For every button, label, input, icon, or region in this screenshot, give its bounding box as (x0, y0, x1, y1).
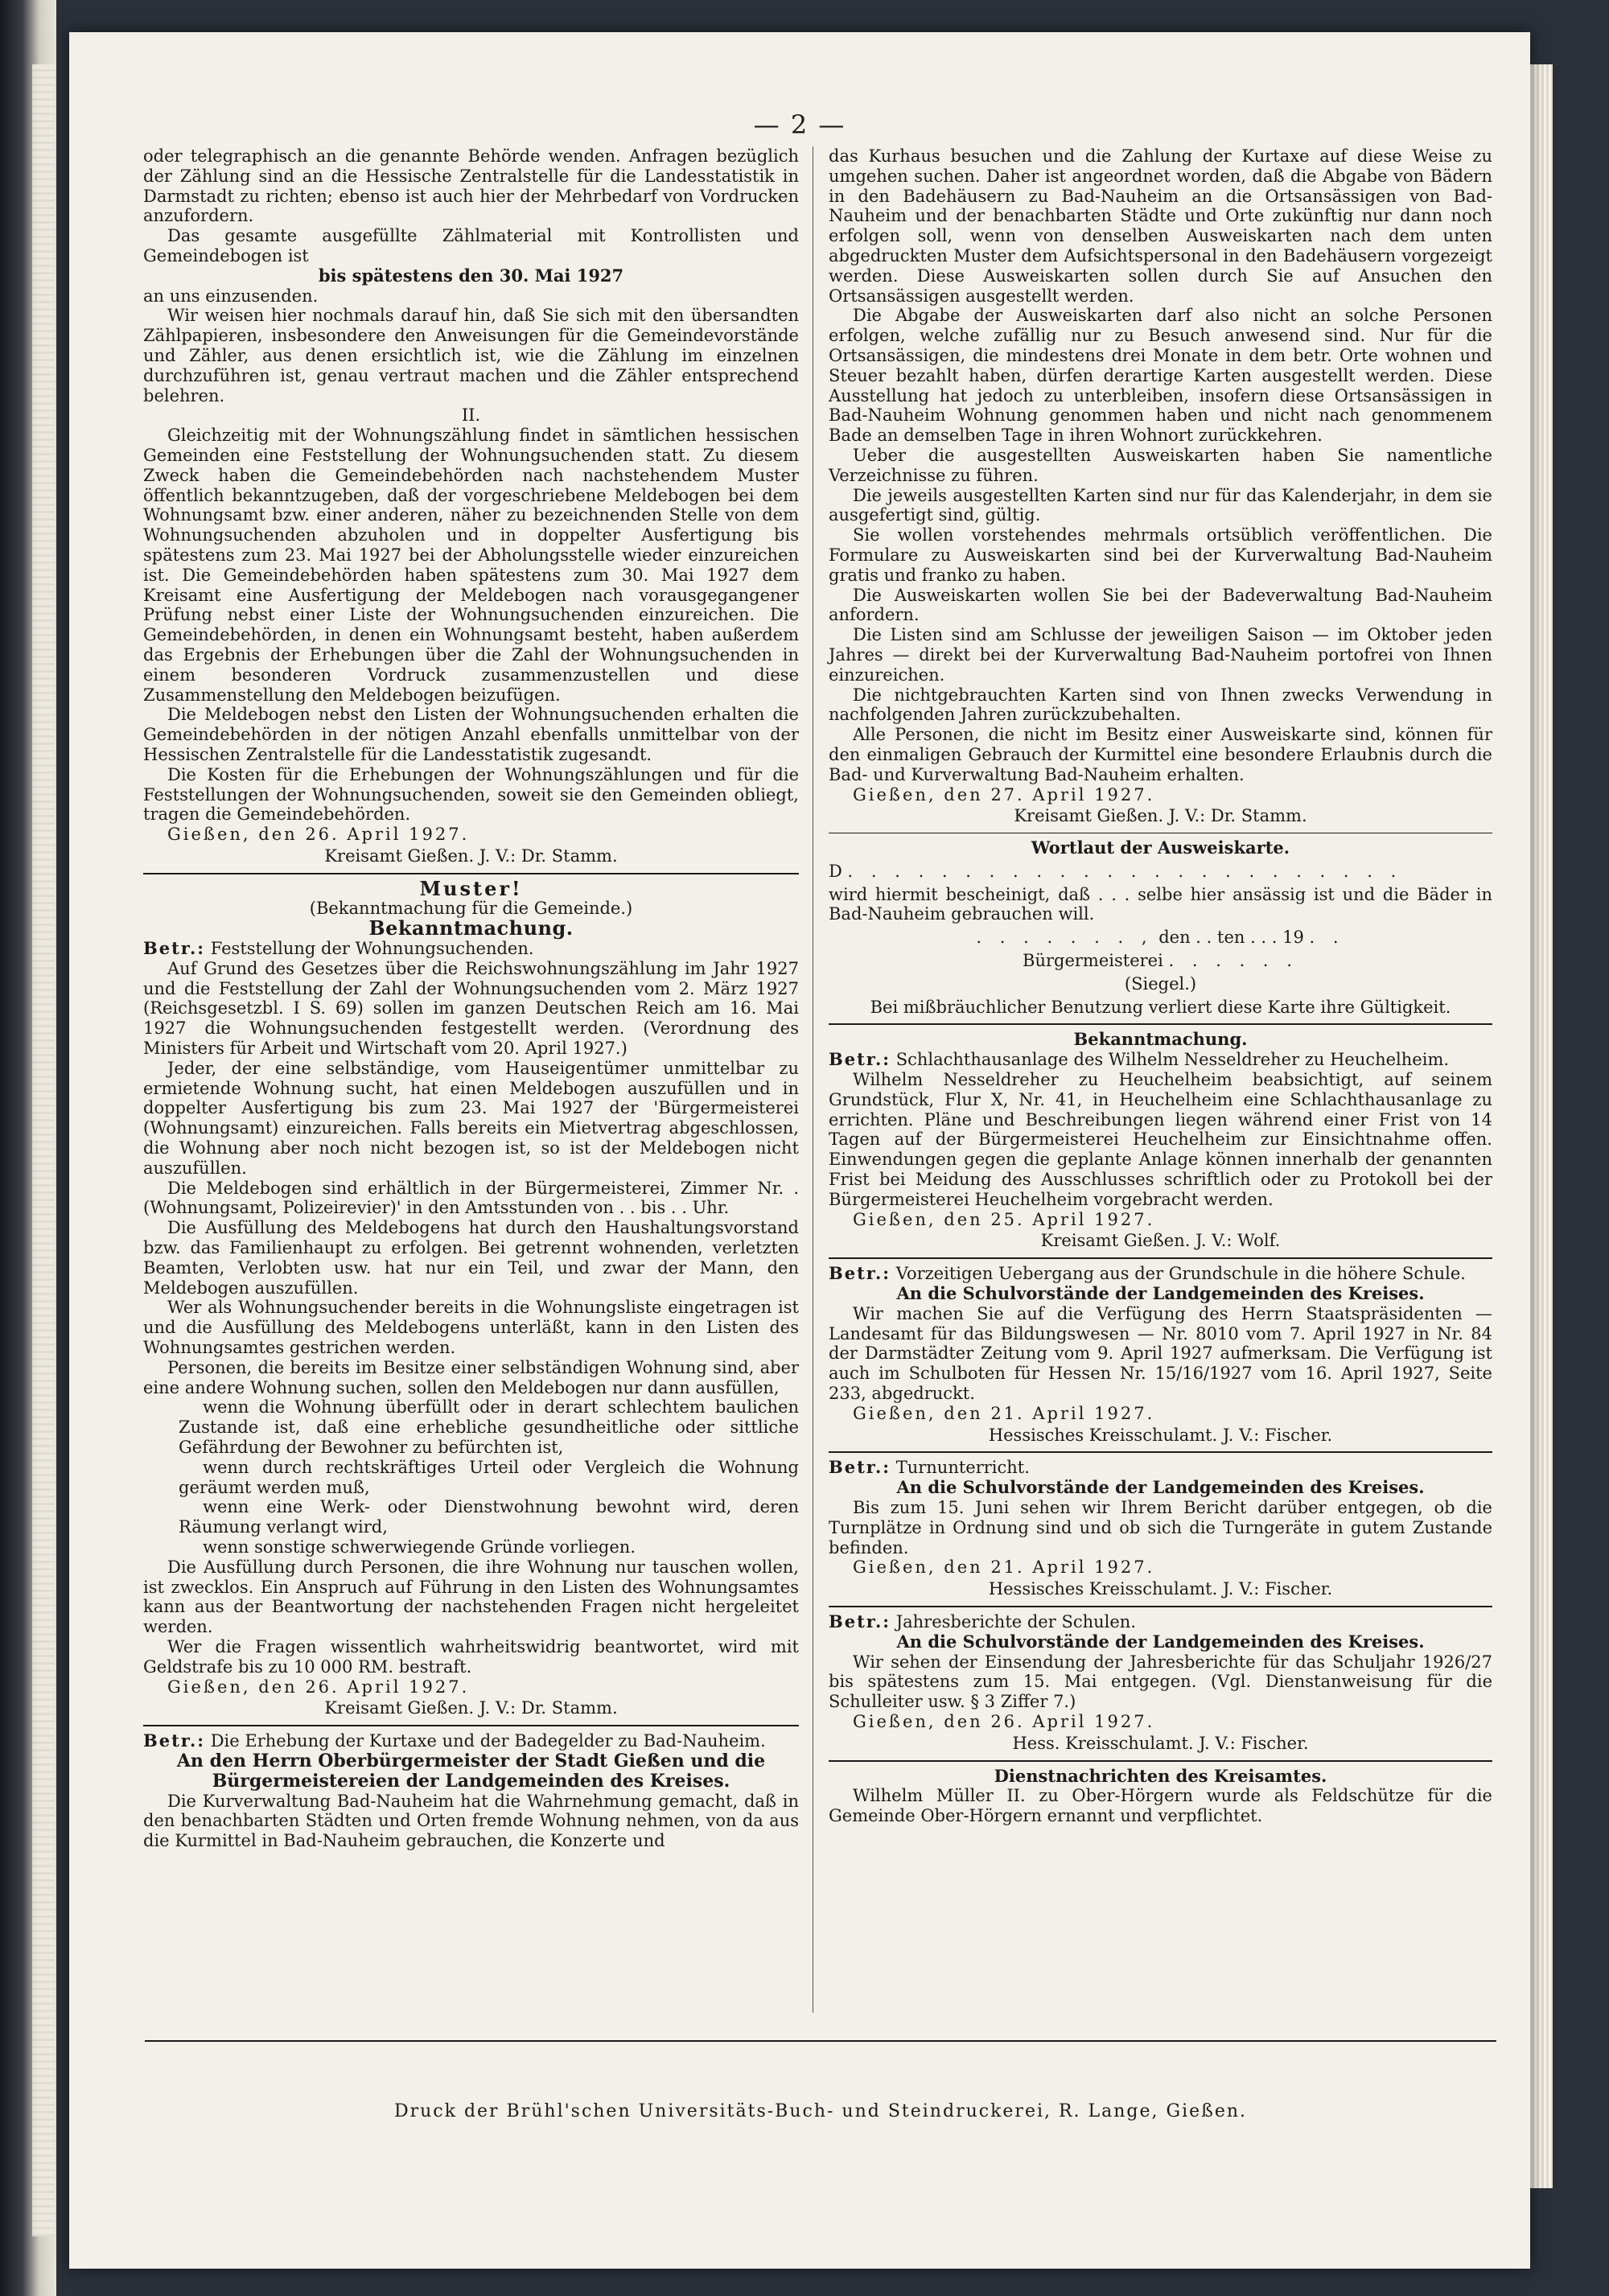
facing-page-leaves (32, 64, 55, 2236)
betr-subject: Vorzeitigen Uebergang aus der Grundschule in die höhere Schule. (895, 1264, 1466, 1284)
card-fill-dots: . . . . . . . . . . . . . . . . . . . . . . . . (847, 861, 1403, 881)
date-line: Gießen, den 21. April 1927. (853, 1557, 1155, 1578)
section-rule (829, 1760, 1492, 1762)
muster-subtitle: (Bekanntmachung für die Gemeinde.) (309, 899, 633, 919)
footer-rule (145, 2040, 1496, 2042)
paragraph: Die Kurverwaltung Bad-Nauheim hat die Wahrnehmung gemacht, daß in den benachbarten Städten und Orten fremde Wohnung nehmen, von da aus die Kurmittel in Bad-Nauheim gebrauchen, die Konzerte und (143, 1791, 799, 1851)
betr-line (143, 939, 799, 959)
card-date-line (829, 928, 1492, 948)
bekanntmachung-title: Bekanntmachung. (368, 916, 574, 940)
card-mayor-dots: . . . . . . (1168, 951, 1298, 971)
signature-line: Kreisamt Gießen. J. V.: Dr. Stamm. (324, 846, 618, 866)
paragraph: Alle Personen, die nicht im Besitz einer Ausweiskarte sind, können für den einmaligen Gebrauch der Kurmittel eine besondere Erlaubnis durch die Bad- und Kurverwaltung Bad-Nauheim erhalten. (829, 725, 1492, 784)
betr-label: Betr.: (143, 938, 206, 959)
card-d: D (829, 861, 842, 881)
paragraph: Die jeweils ausgestellten Karten sind nur für das Kalenderjahr, in dem sie ausgefertigt sind, gültig. (829, 485, 1492, 525)
paragraph: Wir machen Sie auf die Verfügung des Herrn Staatspräsidenten — Landesamt für das Bildungswesen — Nr. 8010 vom 7. April 1927 in Nr. 84 der Darmstädter Zeitung vom 9. April 1927 aufmerksam. Die Verfügung ist auch im Schulboten für Hessen Nr. 15/16/1927 vom 16. April 1927, Seite 233, abgedruckt. (829, 1303, 1492, 1404)
betr-label: Betr.: (143, 1730, 206, 1751)
section-rule (143, 873, 799, 874)
paragraph: Wer als Wohnungsuchender bereits in die Wohnungsliste eingetragen ist und die Ausfüllung des Meldebogens unterläßt, kann in den Listen des Wohnungsamtes gestrichen werden. (143, 1298, 799, 1358)
paragraph: Die Ausfüllung durch Personen, die ihre Wohnung nur tauschen wollen, ist zwecklos. Ein Anspruch auf Führung in den Listen des Wohnungsamtes kann aus der Beantwortung der nachstehenden Fragen nicht hergeleitet werden. (143, 1557, 799, 1637)
section-rule (829, 1257, 1492, 1259)
addressee-heading: An die Schulvorstände der Landgemeinden des Kreises. (896, 1477, 1425, 1498)
deadline-line: bis spätestens den 30. Mai 1927 (318, 265, 624, 286)
paragraph: Wir sehen der Einsendung der Jahresberichte für das Schuljahr 1926/27 bis spätestens zum 15. Mai entgegen. (Vgl. Dienstanweisung für die Schulleiter usw. § 3 Ziffer 7.) (829, 1652, 1492, 1712)
betr-subject: Jahresberichte der Schulen. (895, 1611, 1136, 1631)
signature-line: Hessisches Kreisschulamt. J. V.: Fischer. (988, 1579, 1333, 1599)
date-line: Gießen, den 25. April 1927. (853, 1209, 1155, 1229)
paragraph: Gleichzeitig mit der Wohnungszählung findet in sämtlichen hessischen Gemeinden eine Feststellung der Wohnungsuchenden statt. Zu diesem Zweck haben die Gemeindebehörden nach nachstehendem Muster öffentlich bekanntzugeben, daß der vorgeschriebene Meldebogen bei dem Wohnungsamt bzw. einer anderen, näher zu bezeichnenden Stelle von dem Wohnungsuchenden abzuholen und in doppelter Ausfertigung bis spätestens zum 23. Mai 1927 bei der Abholungsstelle wieder einzureichen ist. Die Gemeindebehörden haben spätestens zum 30. Mai 1927 dem Kreisamt eine Ausfertigung der Meldebogen nach vorausgegangener Prüfung nebst einer Liste der Wohnungsuchenden einzureichen. Die Gemeindebehörden, in denen ein Wohnungsamt besteht, haben außerdem das Ergebnis der Erhebungen über die Zahl der Wohnungsuchenden in einem besonderen Vordruck zusammenzustellen und diese Zusammenstellung den Meldebogen beizufügen. (143, 426, 799, 705)
card-d-line (829, 862, 1492, 882)
card-warning: Bei mißbräuchlicher Benutzung verliert diese Karte ihre Gültigkeit. (870, 997, 1451, 1017)
paragraph: Sie wollen vorstehendes mehrmals ortsüblich veröffentlichen. Die Formulare zu Ausweiskarten sind bei der Kurverwaltung Bad-Nauheim gratis und franko zu haben. (829, 525, 1492, 585)
card-text: wird hiermit bescheinigt, daß . . . selbe hier ansässig ist und die Bäder in Bad-Nauheim gebrauchen will. (829, 884, 1492, 924)
facing-page-edge (0, 0, 56, 2296)
paragraph: Auf Grund des Gesetzes über die Reichswohnungszählung im Jahr 1927 und die Feststellung der Zahl der Wohnungsuchenden vom 2. März 1927 (Reichsgesetzbl. I S. 69) sollen im ganzen Deutschen Reich am 16. Mai 1927 die Wohnungsuchenden festgestellt werden. (Verordnung des Ministers für Arbeit und Wirtschaft vom 20. April 1927.) (143, 958, 799, 1059)
section-rule (829, 1023, 1492, 1025)
date-line: Gießen, den 27. April 1927. (853, 784, 1155, 804)
muster-title: Muster! (419, 876, 523, 900)
section-rule (829, 1606, 1492, 1607)
card-seal: (Siegel.) (1124, 973, 1197, 994)
signature-line: Hess. Kreisschulamt. J. V.: Fischer. (1012, 1733, 1309, 1753)
card-date: den . . ten . . . 19 (1158, 928, 1304, 948)
printer-imprint: Druck der Brühl'schen Universitäts-Buch- und Steindruckerei, R. Lange, Gießen. (393, 2101, 1248, 2121)
card-year-dots: . . (1309, 928, 1345, 948)
list-item: wenn durch rechtskräftiges Urteil oder Vergleich die Wohnung geräumt werden muß, (179, 1457, 799, 1497)
paragraph: das Kurhaus besuchen und die Zahlung der Kurtaxe auf diese Weise zu umgehen suchen. Daher ist angeordnet worden, daß die Abgabe von Bädern in den Badehäusern zu Bad-Nauheim an die Ortsansässigen von Bad-Nauheim und der benachbarten Städte und Orte zukünftig nur dann noch erfolgen soll, wenn von denselben Ausweiskarten nach dem unten abgedruckten Muster dem Aufsichtspersonal in den Badehäusern vorgezeigt werden. Diese Ausweiskarten sollen durch Sie auf Ansuchen den Ortsansässigen ausgestellt werden. (829, 146, 1492, 306)
date-line: Gießen, den 21. April 1927. (853, 1403, 1155, 1423)
section-rule (143, 1725, 799, 1726)
paragraph: Die nichtgebrauchten Karten sind von Ihnen zwecks Verwendung in nachfolgenden Jahren zurückzubehalten. (829, 685, 1492, 725)
paragraph: Wer die Fragen wissentlich wahrheitswidrig beantwortet, wird mit Geldstrafe bis zu 10 000 RM. bestraft. (143, 1636, 799, 1677)
section-rule (829, 1451, 1492, 1453)
betr-subject: Feststellung der Wohnungsuchenden. (210, 939, 534, 959)
list-item: wenn die Wohnung überfüllt oder in derart schlechtem baulichen Zustande ist, daß eine erhebliche gesundheitliche oder sittliche Gefährdung der Bewohner zu befürchten ist, (179, 1397, 799, 1457)
addressee-heading: An die Schulvorstände der Landgemeinden des Kreises. (896, 1631, 1425, 1652)
card-mayor-line (829, 951, 1492, 971)
betr-line (829, 1050, 1492, 1070)
paragraph: Personen, die bereits im Besitze einer selbständigen Wohnung sind, aber eine andere Wohnung suchen, sollen den Meldebogen nur dann ausfüllen, (143, 1357, 799, 1397)
paragraph: Bis zum 15. Juni sehen wir Ihrem Bericht darüber entgegen, ob die Turnplätze in Ordnung sind und ob sich die Turngeräte in gutem Zustande befinden. (829, 1498, 1492, 1557)
page-number: — 2 — (753, 109, 846, 140)
paragraph: Wir weisen hier nochmals darauf hin, daß Sie sich mit den übersandten Zählpapieren, insbesondere den Anweisungen für die Gemeindevorstände und Zähler, aus denen ersichtlich ist, wie die Zählung im einzelnen durchzuführen ist, genau vertraut machen und die Zähler entsprechend belehren. (143, 306, 799, 405)
paragraph: Die Meldebogen sind erhältlich in der Bürgermeisterei, Zimmer Nr. . (Wohnungsamt, Polizeirevier)' in den Amtsstunden von . . bis . . Uhr. (143, 1178, 799, 1218)
paragraph: Das gesamte ausgefüllte Zählmaterial mit Kontrollisten und Gemeindebogen ist (143, 226, 799, 265)
signature-line: Kreisamt Gießen. J. V.: Dr. Stamm. (1014, 806, 1307, 826)
list-item: wenn sonstige schwerwiegende Gründe vorliegen. (203, 1537, 636, 1557)
right-column (829, 146, 1492, 1826)
paragraph: Jeder, der eine selbständige, vom Hauseigentümer unmittelbar zu ermietende Wohnung sucht, hat einen Meldebogen auszufüllen und in doppelter Ausfertigung bis zum 23. Mai 1927 der 'Bürgermeisterei (Wohnungsamt) einzureichen. Falls bereits ein Mietvertrag abgeschlossen, die Wohnung aber noch nicht bezogen ist, so ist der Meldebogen nicht auszufüllen. (143, 1058, 799, 1178)
paragraph: oder telegraphisch an die genannte Behörde wenden. Anfragen bezüglich der Zählung sind an die Hessische Zentralstelle für die Landesstatistik in Darmstadt zu richten; ebenso ist auch hier der Mehrbedarf von Vordrucken anzufordern. (143, 146, 799, 226)
paragraph: Die Ausfüllung des Meldebogens hat durch den Haushaltungsvorstand bzw. das Familienhaupt zu erfolgen. Bei getrennt wohnenden, verletzten Beamten, Verlobten usw. hat nur ein Teil, und zwar der Mann, den Meldebogen auszufüllen. (143, 1218, 799, 1298)
paragraph: Die Abgabe der Ausweiskarten darf also nicht an solche Personen erfolgen, welche zufällig nur zu Besuch anwesend sind. Nur für die Ortsansässigen, die mindestens drei Monate in dem betr. Orte wohnen und Steuer bezahlt haben, dürfen derartige Karten ausgestellt werden. Diese Ausstellung hat jedoch zu unterbleiben, insofern diese Ortsansässigen in Bad-Nauheim Wohnung genommen haben und nicht nach genommenem Bade an demselben Tage in ihren Wohnort zurückkehren. (829, 306, 1492, 446)
card-mayor: Bürgermeisterei (1023, 951, 1163, 971)
date-line: Gießen, den 26. April 1927. (853, 1711, 1155, 1731)
paragraph: Die Meldebogen nebst den Listen der Wohnungsuchenden erhalten die Gemeindebehörden in der nötigen Anzahl ebenfalls unmittelbar von der Hessischen Zentralstelle für die Landesstatistik zugesandt. (143, 705, 799, 764)
betr-line (143, 1731, 799, 1751)
betr-label: Betr.: (829, 1049, 891, 1070)
signature-line: Kreisamt Gießen. J. V.: Dr. Stamm. (324, 1698, 618, 1718)
wortlaut-title: Wortlaut der Ausweiskarte. (1031, 837, 1290, 858)
signature-line: Kreisamt Gießen. J. V.: Wolf. (1040, 1231, 1281, 1251)
card-place-dots: . . . . . . . , (976, 928, 1154, 948)
left-column (143, 146, 799, 1851)
addressee-heading: An den Herrn Oberbürgermeister der Stadt Gießen und die Bürgermeistereien der Landgemeinden des Kreises. (176, 1750, 766, 1792)
bekanntmachung-title: Bekanntmachung. (1073, 1029, 1248, 1050)
addressee-heading: An die Schulvorstände der Landgemeinden des Kreises. (896, 1283, 1425, 1304)
paragraph: an uns einzusenden. (143, 286, 319, 306)
betr-subject: Turnunterricht. (895, 1458, 1030, 1478)
betr-line (829, 1612, 1492, 1632)
betr-subject: Die Erhebung der Kurtaxe und der Badegelder zu Bad-Nauheim. (210, 1731, 766, 1751)
section-number: II. (461, 405, 481, 426)
paragraph: Wilhelm Nesseldreher zu Heuchelheim beabsichtigt, auf seinem Grundstück, Flur X, Nr. 41, in Heuchelheim eine Schlachthausanlage zu errichten. Pläne und Beschreibungen liegen während einer Frist von 14 Tagen auf der Bürgermeisterei Heuchelheim zur Einsichtnahme offen. Einwendungen gegen die geplante Anlage können innerhalb der genannten Frist bei Meidung des Ausschlusses schriftlich oder zu Protokoll bei der Bürgermeisterei Heuchelheim vorgebracht werden. (829, 1070, 1492, 1209)
paragraph: Die Listen sind am Schlusse der jeweiligen Saison — im Oktober jeden Jahres — direkt bei der Kurverwaltung Bad-Nauheim portofrei von Ihnen einzureichen. (829, 625, 1492, 685)
signature-line: Hessisches Kreisschulamt. J. V.: Fischer. (988, 1425, 1333, 1445)
paragraph: Wilhelm Müller II. zu Ober-Hörgern wurde als Feldschütze für die Gemeinde Ober-Hörgern ernannt und verpflichtet. (829, 1786, 1492, 1826)
paragraph: Ueber die ausgestellten Ausweiskarten haben Sie namentliche Verzeichnisse zu führen. (829, 445, 1492, 485)
date-line: Gießen, den 26. April 1927. (167, 1677, 470, 1697)
betr-line (829, 1458, 1492, 1478)
betr-label: Betr.: (829, 1263, 891, 1284)
list-item: wenn eine Werk- oder Dienstwohnung bewohnt wird, deren Räumung verlangt wird, (179, 1497, 799, 1537)
betr-subject: Schlachthausanlage des Wilhelm Nesseldreher zu Heuchelheim. (895, 1050, 1450, 1070)
paragraph: Die Ausweiskarten wollen Sie bei der Badeverwaltung Bad-Nauheim anfordern. (829, 585, 1492, 625)
date-line: Gießen, den 26. April 1927. (167, 825, 470, 845)
paragraph: Die Kosten für die Erhebungen der Wohnungszählungen und für die Feststellungen der Wohnungsuchenden, soweit sie den Gemeinden obliegt, tragen die Gemeindebehörden. (143, 764, 799, 825)
betr-label: Betr.: (829, 1611, 891, 1631)
betr-line (829, 1264, 1492, 1284)
dienstnachrichten-title: Dienstnachrichten des Kreisamtes. (994, 1765, 1327, 1786)
betr-label: Betr.: (829, 1457, 891, 1478)
